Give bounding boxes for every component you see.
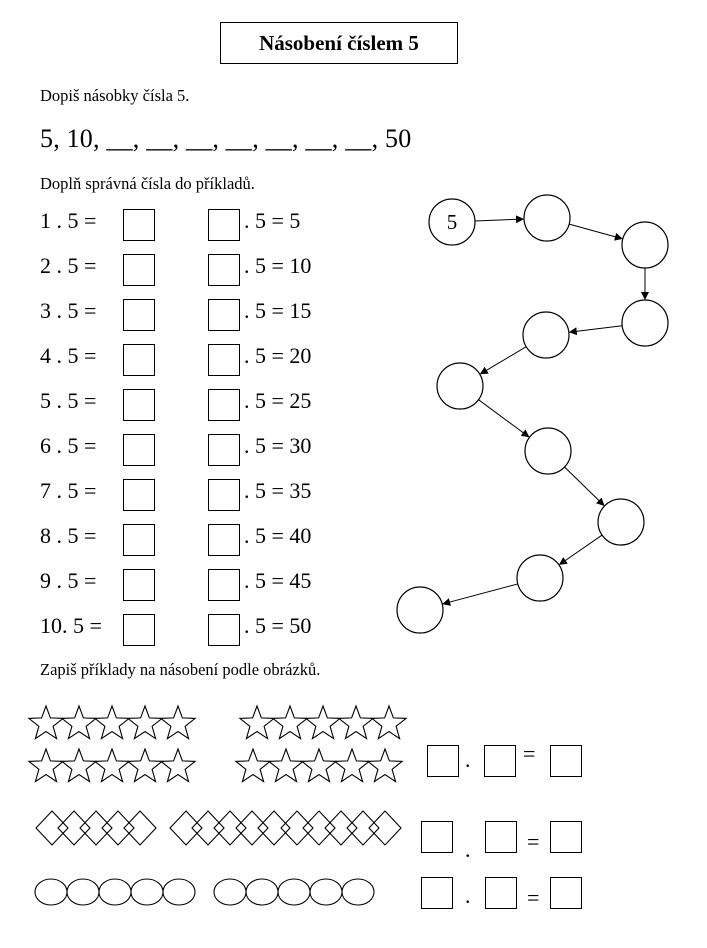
- answer-box-factor[interactable]: [421, 877, 453, 909]
- star-icon: [339, 706, 373, 739]
- equation-left-text: 5 . 5 =: [40, 388, 97, 413]
- ellipse-icon: [278, 879, 310, 905]
- multiply-dot: .: [465, 883, 471, 908]
- diamond-icon: [303, 811, 335, 845]
- answer-box-factor[interactable]: [485, 877, 517, 909]
- task1-instruction: Dopiš násobky čísla 5.: [40, 86, 190, 105]
- diamond-icon: [281, 811, 313, 845]
- ellipse-icon: [163, 879, 195, 905]
- task3-instruction: Zapiš příklady na násobení podle obrázků.: [40, 660, 321, 679]
- diamond-icon: [369, 811, 401, 845]
- answer-box-factor[interactable]: [485, 821, 517, 853]
- equation-right-text: . 5 = 40: [244, 523, 312, 548]
- diamond-icon: [170, 811, 202, 845]
- star-icon: [29, 706, 63, 739]
- star-icon: [269, 749, 303, 782]
- star-icon: [95, 749, 129, 782]
- diamond-icon: [36, 811, 68, 845]
- equation-left-text: 8 . 5 =: [40, 523, 97, 548]
- answer-box-factor[interactable]: [484, 745, 516, 777]
- equals-sign: =: [527, 885, 540, 910]
- equation-left-text: 3 . 5 =: [40, 298, 97, 323]
- star-icon: [95, 706, 129, 739]
- ellipse-icon: [99, 879, 131, 905]
- diamond-icon: [58, 811, 90, 845]
- star-icon: [128, 706, 162, 739]
- diamond-icon: [325, 811, 357, 845]
- answer-box-product[interactable]: [550, 877, 582, 909]
- star-icon: [240, 706, 274, 739]
- star-icon: [161, 749, 195, 782]
- ellipse-icon: [342, 879, 374, 905]
- star-icon: [29, 749, 63, 782]
- diamond-icon: [102, 811, 134, 845]
- diamond-icon: [258, 811, 290, 845]
- equation-left-text: 4 . 5 =: [40, 343, 97, 368]
- equation-left-text: 1 . 5 =: [40, 208, 97, 233]
- equation-right-text: . 5 = 25: [244, 388, 312, 413]
- star-icon: [62, 706, 96, 739]
- equals-sign: =: [527, 829, 540, 854]
- equation-right-text: . 5 = 30: [244, 433, 312, 458]
- equation-left-text: 7 . 5 =: [40, 478, 97, 503]
- star-icon: [372, 706, 406, 739]
- multiples-sequence: 5, 10, __, __, __, __, __, __, __, 50: [40, 124, 412, 153]
- chain-start-label: 5: [446, 210, 458, 234]
- star-icon: [273, 706, 307, 739]
- ellipse-icon: [214, 879, 246, 905]
- star-icon: [306, 706, 340, 739]
- ellipse-icon: [67, 879, 99, 905]
- diamond-icon: [347, 811, 379, 845]
- multiply-dot: .: [465, 837, 471, 862]
- equation-right-text: . 5 = 45: [244, 568, 312, 593]
- ellipse-icon: [35, 879, 67, 905]
- equals-sign: =: [523, 741, 536, 766]
- equation-left-text: 9 . 5 =: [40, 568, 97, 593]
- star-icon: [161, 706, 195, 739]
- diamond-icon: [236, 811, 268, 845]
- equation-right-text: . 5 = 15: [244, 298, 312, 323]
- diamond-icon: [124, 811, 156, 845]
- equation-right-text: . 5 = 10: [244, 253, 312, 278]
- diamond-icon: [192, 811, 224, 845]
- equation-right-text: . 5 = 35: [244, 478, 312, 503]
- star-icon: [62, 749, 96, 782]
- multiply-dot: .: [465, 747, 471, 772]
- task2-instruction: Doplň správná čísla do příkladů.: [40, 174, 255, 193]
- equation-right-text: . 5 = 50: [244, 613, 312, 638]
- answer-box-product[interactable]: [550, 821, 582, 853]
- equation-left-text: 10. 5 =: [40, 613, 102, 638]
- equation-left-text: 6 . 5 =: [40, 433, 97, 458]
- diamond-icon: [214, 811, 246, 845]
- ellipse-icon: [310, 879, 342, 905]
- answer-box-factor[interactable]: [421, 821, 453, 853]
- equation-right-text: . 5 = 20: [244, 343, 312, 368]
- star-icon: [302, 749, 336, 782]
- ellipse-icon: [246, 879, 278, 905]
- diamond-icon: [80, 811, 112, 845]
- star-icon: [335, 749, 369, 782]
- star-icon: [368, 749, 402, 782]
- ellipse-icon: [131, 879, 163, 905]
- answer-box-product[interactable]: [550, 745, 582, 777]
- equation-right-text: . 5 = 5: [244, 208, 301, 233]
- answer-box-factor[interactable]: [427, 745, 459, 777]
- page-title: Násobení číslem 5: [220, 22, 458, 64]
- star-icon: [236, 749, 270, 782]
- star-icon: [128, 749, 162, 782]
- equation-left-text: 2 . 5 =: [40, 253, 97, 278]
